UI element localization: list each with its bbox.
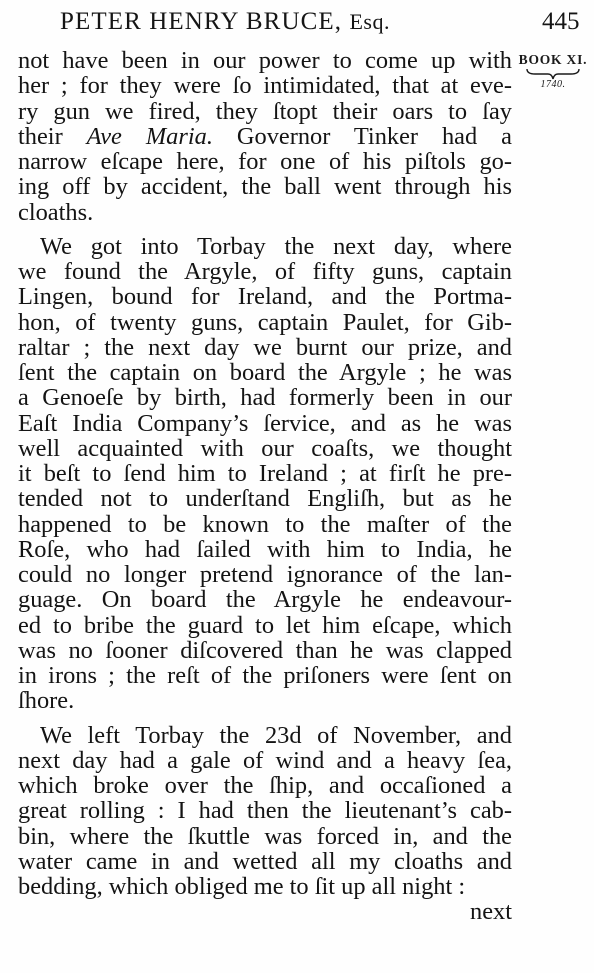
text-line: their Ave Maria. Governor Tinker had a <box>18 122 512 150</box>
text-line: next day had a gale of wind and a heavy ſea, <box>18 746 512 774</box>
text-line: ſhore. <box>18 687 75 715</box>
text-line: We got into Torbay the next day, where <box>40 232 512 260</box>
text-line: it beſt to ſend him to Ireland ; at firſt he pre- <box>18 460 512 487</box>
page-number: 445 <box>542 8 580 35</box>
text-line: Eaſt India Company’s ſervice, and as he was <box>18 409 512 437</box>
margin-year: 1740. <box>540 79 566 90</box>
text-line: bedding, which obliged me to ſit up all night : <box>18 873 466 900</box>
text-line: ing off by accident, the ball went through his <box>18 173 512 201</box>
paragraph <box>18 48 512 225</box>
text-line: guage. On board the Argyle he endeavour- <box>18 586 512 614</box>
text-line: ſent the captain on board the Argyle ; he was <box>18 359 512 386</box>
text-line: in irons ; the reſt of the priſoners were ſent on <box>18 662 512 689</box>
text-line: happened to be known to the maſter of the <box>18 510 512 538</box>
text-line: tended not to underſtand Engliſh, but as he <box>18 485 512 513</box>
paragraph <box>18 234 512 714</box>
text-line: could no longer pretend ignorance of the lan- <box>18 561 512 588</box>
text-line: cloaths. <box>18 198 94 226</box>
text-line: not have been in our power to come up with <box>18 47 512 74</box>
text-line: We left Torbay the 23d of November, and <box>40 721 512 749</box>
text-line: hon, of twenty guns, captain Paulet, for Gib- <box>18 308 512 336</box>
text-line: a Genoeſe by birth, had formerly been in our <box>18 384 512 412</box>
margin-note <box>515 52 591 90</box>
margin-book-label: BOOK XI. <box>518 52 588 67</box>
paragraph <box>18 723 512 900</box>
text-line: was no ſooner diſcovered than he was clapped <box>18 636 512 664</box>
running-head-esq: Esq. <box>349 9 390 34</box>
text-line: Roſe, who had ſailed with him to India, he <box>18 535 512 563</box>
text-line: we found the Argyle, of fifty guns, captain <box>18 258 512 285</box>
running-head-title: PETER HENRY BRUCE, <box>60 8 343 35</box>
text-line: Lingen, bound for Ireland, and the Portma- <box>18 283 512 311</box>
catchword: next <box>470 898 512 926</box>
text-line: which broke over the ſhip, and occaſioned a <box>18 772 512 799</box>
text-line: well acquainted with our coaſts, we thought <box>18 434 512 462</box>
body-text <box>18 48 512 925</box>
text-line: ed to bribe the guard to let him eſcape, which <box>18 611 512 639</box>
text-line: her ; for they were ſo intimidated, that at eve- <box>18 72 512 100</box>
text-line: bin, where the ſkuttle was forced in, and the <box>18 822 512 850</box>
italic-phrase: Ave Maria. <box>86 122 213 150</box>
running-head <box>60 8 390 36</box>
text-line: ry gun we fired, they ſtopt their oars to ſay <box>18 97 512 125</box>
text-line: raltar ; the next day we burnt our prize, and <box>18 333 512 361</box>
text-line: narrow eſcape here, for one of his piſtols go- <box>18 148 512 175</box>
text-line: water came in and wetted all my cloaths and <box>18 847 512 875</box>
text-line: great rolling : I had then the lieutenant’s cab- <box>18 797 512 825</box>
